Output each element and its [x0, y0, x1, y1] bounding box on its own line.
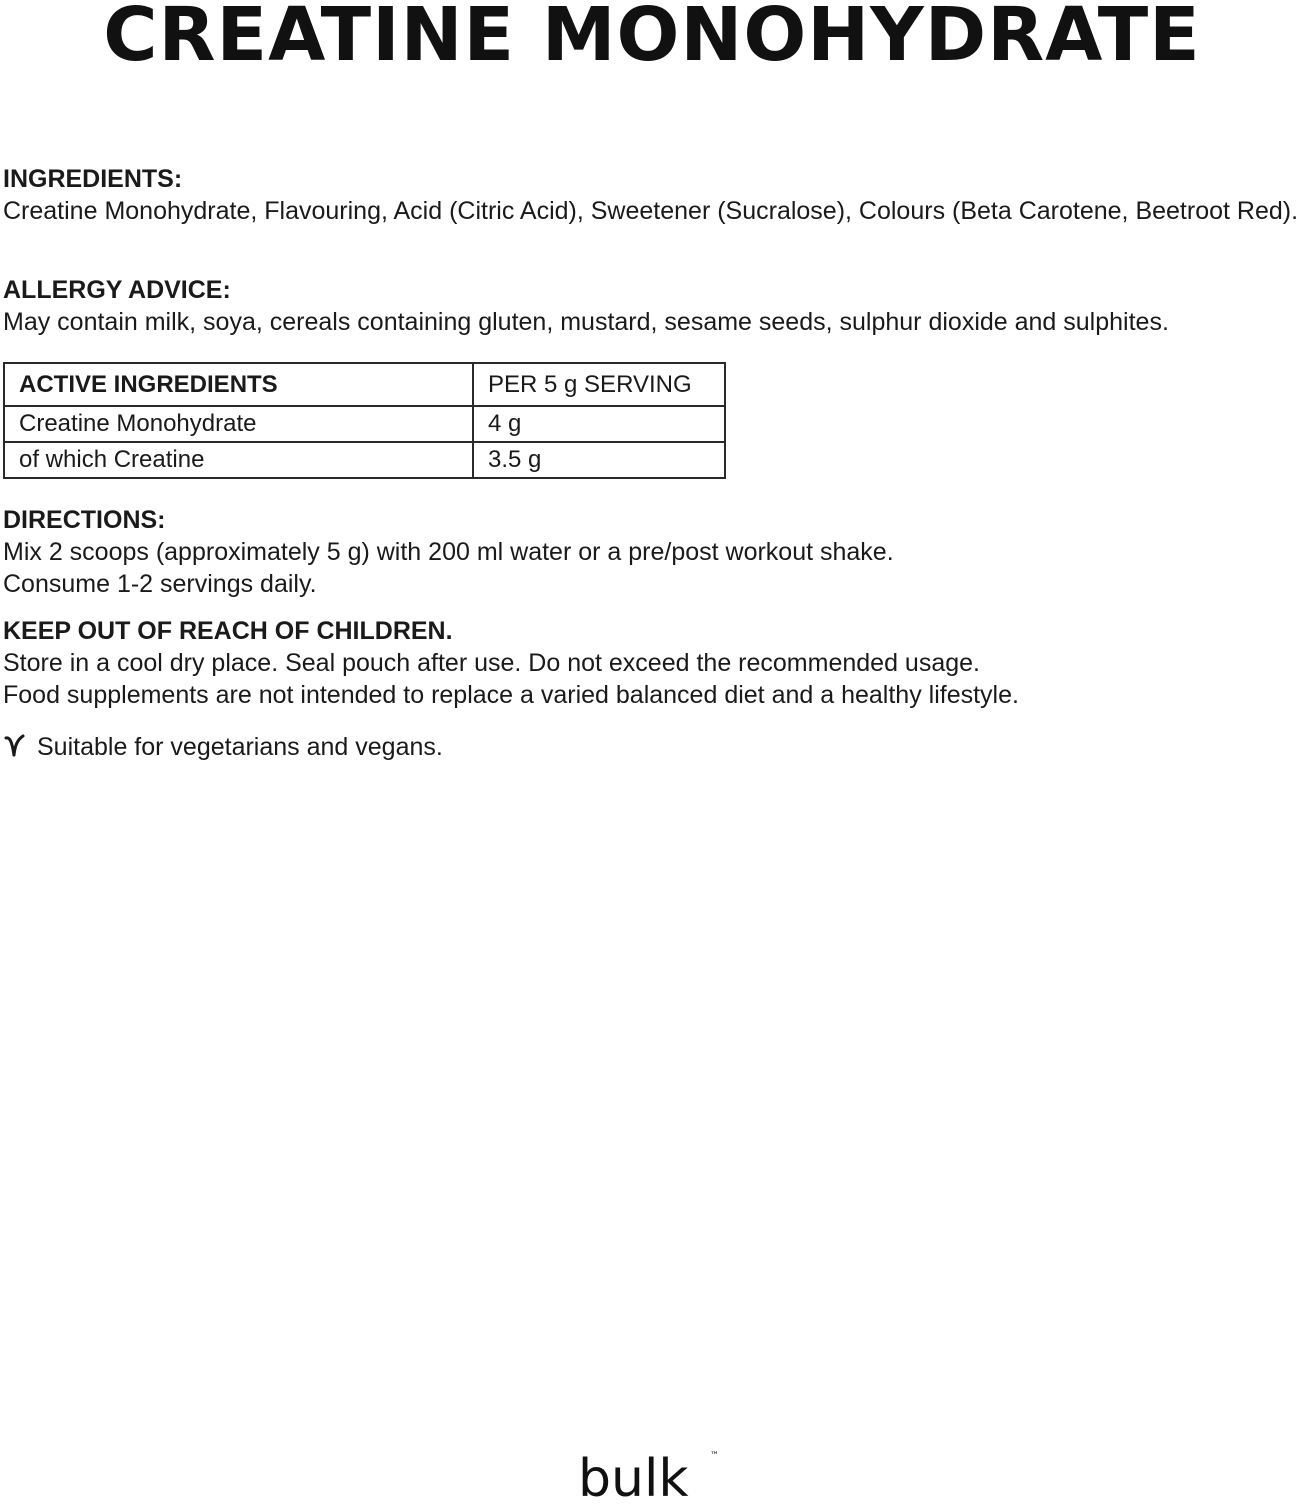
directions-line: Mix 2 scoops (approximately 5 g) with 200 ml water or a pre/post workout shake.	[3, 538, 894, 566]
table-row	[4, 406, 725, 442]
allergy-heading: ALLERGY ADVICE:	[3, 276, 231, 304]
table-cell-amount: 4 g	[473, 406, 725, 442]
directions-section	[3, 504, 1303, 600]
directions-heading: DIRECTIONS:	[3, 506, 166, 534]
storage-line: Store in a cool dry place. Seal pouch after use. Do not exceed the recommended usage.	[3, 649, 980, 677]
keep-out-heading: KEEP OUT OF REACH OF CHILDREN.	[3, 617, 453, 645]
vegan-icon	[3, 733, 29, 761]
allergy-section	[3, 274, 1303, 338]
allergy-text: May contain milk, soya, cereals containing gluten, mustard, sesame seeds, sulphur dioxide and sulphites.	[3, 308, 1169, 336]
vegan-text: Suitable for vegetarians and vegans.	[37, 733, 443, 761]
table-header-per-serving: PER 5 g SERVING	[473, 363, 725, 406]
table-row	[4, 442, 725, 478]
table-cell-ingredient: of which Creatine	[4, 442, 473, 478]
keep-out-section	[3, 615, 1303, 711]
page-title: CREATINE MONOHYDRATE	[103, 0, 1201, 78]
active-ingredients-table	[3, 362, 726, 479]
trademark-mark: ™	[710, 1451, 719, 1461]
table-cell-amount: 3.5 g	[473, 442, 725, 478]
ingredients-heading: INGREDIENTS:	[3, 165, 183, 193]
bulk-logo	[578, 1448, 728, 1500]
ingredients-text: Creatine Monohydrate, Flavouring, Acid (Citric Acid), Sweetener (Sucralose), Colours (Beta Carotene, Beetroot Red).	[3, 197, 1299, 225]
ingredients-section	[3, 163, 1303, 227]
table-cell-ingredient: Creatine Monohydrate	[4, 406, 473, 442]
directions-line: Consume 1-2 servings daily.	[3, 570, 317, 598]
table-header-row	[4, 363, 725, 406]
vegan-statement	[3, 731, 443, 763]
bulk-logo-mark	[578, 1448, 728, 1500]
table-header-active-ingredients: ACTIVE INGREDIENTS	[4, 363, 473, 406]
logo-text: bulk	[578, 1449, 689, 1500]
supplement-notice-line: Food supplements are not intended to replace a varied balanced diet and a healthy lifestyle.	[3, 681, 1019, 709]
